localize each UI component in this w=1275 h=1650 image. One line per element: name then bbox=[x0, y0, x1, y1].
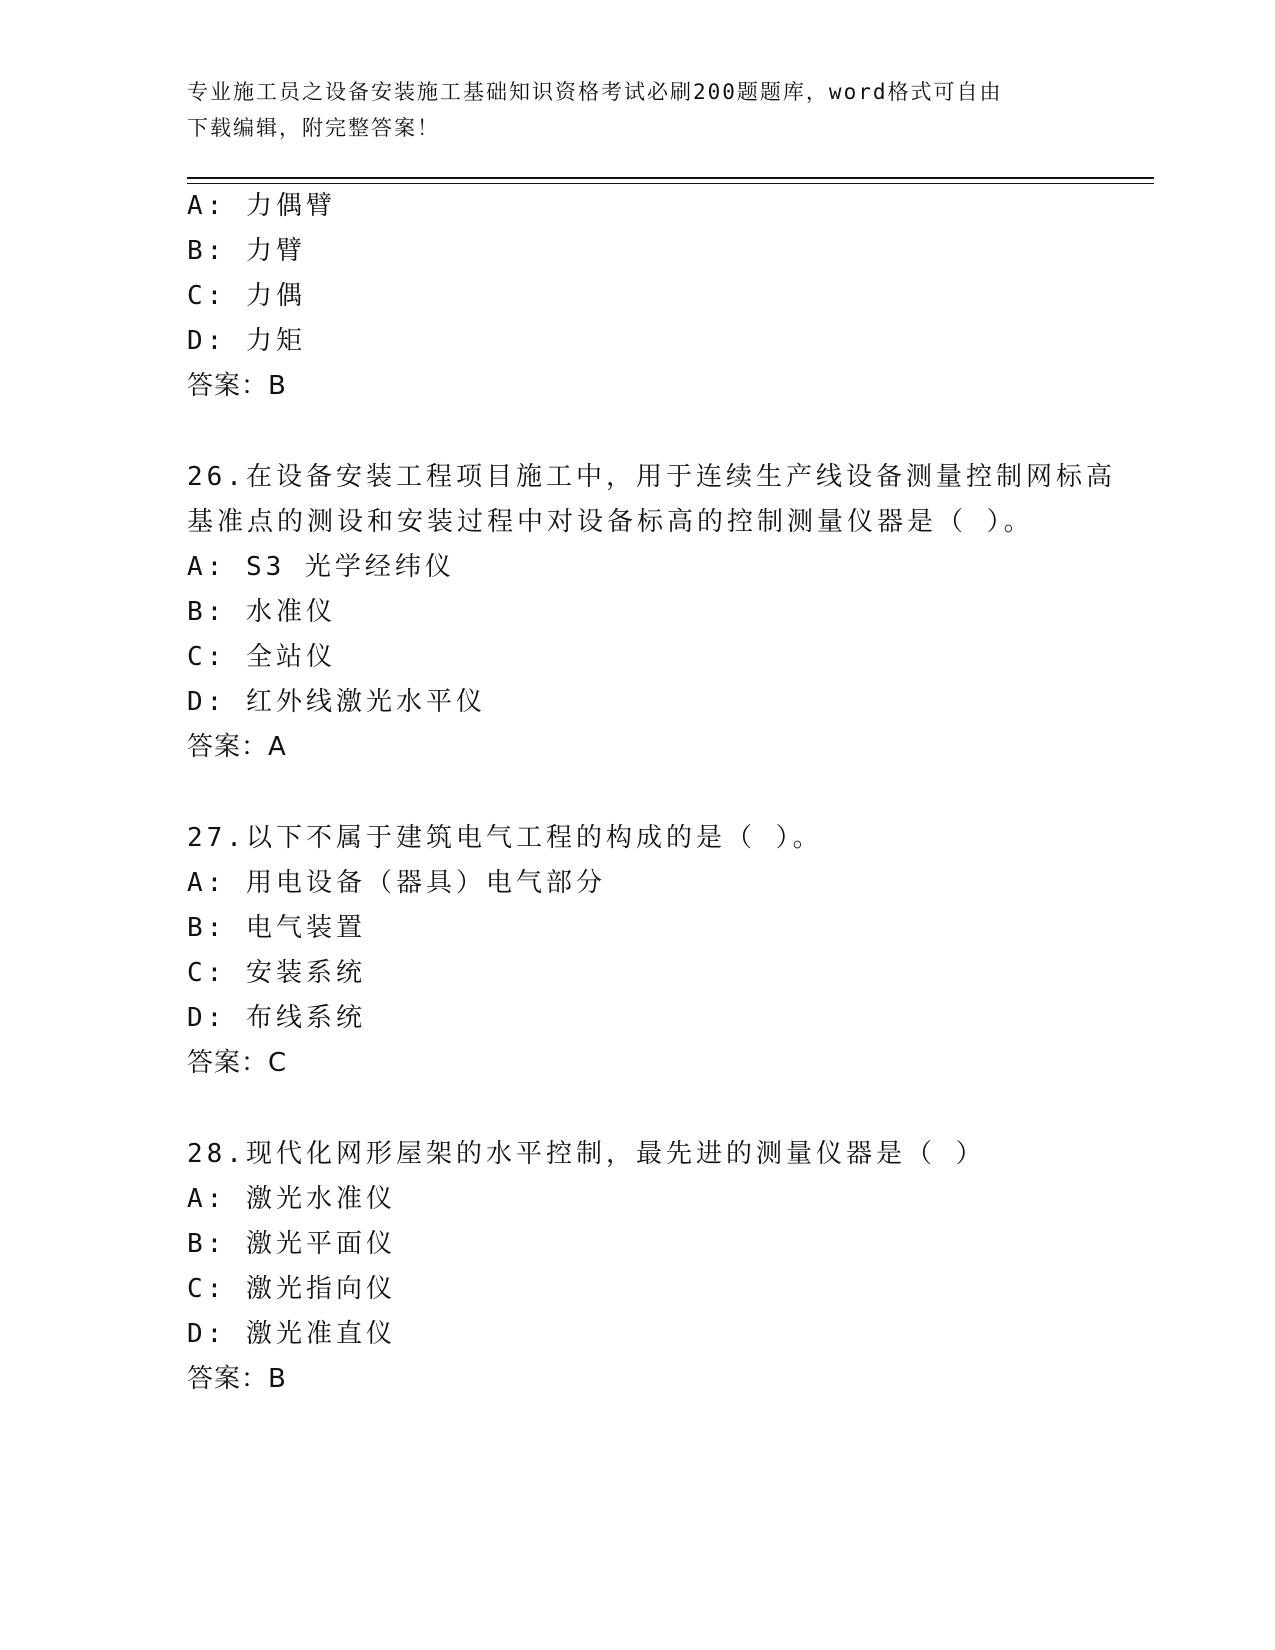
option-d: D: 力矩 bbox=[187, 326, 306, 356]
header-divider bbox=[187, 177, 1154, 179]
question-26-stem: 26.在设备安装工程项目施工中，用于连续生产线设备测量控制网标高 bbox=[187, 462, 1116, 492]
question-27-option-d: D: 布线系统 bbox=[187, 1003, 366, 1033]
question-28-option-b: B: 激光平面仪 bbox=[187, 1229, 396, 1259]
question-26-answer: 答案：A bbox=[187, 732, 287, 762]
header-divider-thin bbox=[187, 183, 1154, 184]
option-a: A: 力偶臂 bbox=[187, 191, 336, 221]
question-26-option-c: C: 全站仪 bbox=[187, 642, 336, 672]
question-27-option-b: B: 电气装置 bbox=[187, 913, 366, 943]
question-28-answer: 答案：B bbox=[187, 1364, 287, 1394]
question-28-option-c: C: 激光指向仪 bbox=[187, 1274, 396, 1304]
question-26-option-a: A: S3 光学经纬仪 bbox=[187, 552, 455, 582]
document-header bbox=[187, 74, 1087, 146]
question-27-answer: 答案：C bbox=[187, 1048, 288, 1078]
header-title-line2: 下载编辑，附完整答案！ bbox=[187, 116, 440, 140]
question-26-option-b: B: 水准仪 bbox=[187, 597, 336, 627]
question-28-option-a: A: 激光水准仪 bbox=[187, 1184, 396, 1214]
question-27-option-c: C: 安装系统 bbox=[187, 958, 366, 988]
question-26-option-d: D: 红外线激光水平仪 bbox=[187, 687, 486, 717]
option-c: C: 力偶 bbox=[187, 281, 306, 311]
question-26-stem-cont: 基准点的测设和安装过程中对设备标高的控制测量仪器是（ ）。 bbox=[187, 507, 1034, 537]
answer: 答案：B bbox=[187, 371, 287, 401]
question-27-option-a: A: 用电设备（器具）电气部分 bbox=[187, 868, 606, 898]
question-28-option-d: D: 激光准直仪 bbox=[187, 1319, 396, 1349]
question-27-stem: 27.以下不属于建筑电气工程的构成的是（ ）。 bbox=[187, 823, 823, 853]
question-28-stem: 28.现代化网形屋架的水平控制，最先进的测量仪器是（ ） bbox=[187, 1139, 986, 1169]
header-title-line1: 专业施工员之设备安装施工基础知识资格考试必刷200题题库，word格式可自由 bbox=[187, 80, 1003, 104]
option-b: B: 力臂 bbox=[187, 236, 306, 266]
